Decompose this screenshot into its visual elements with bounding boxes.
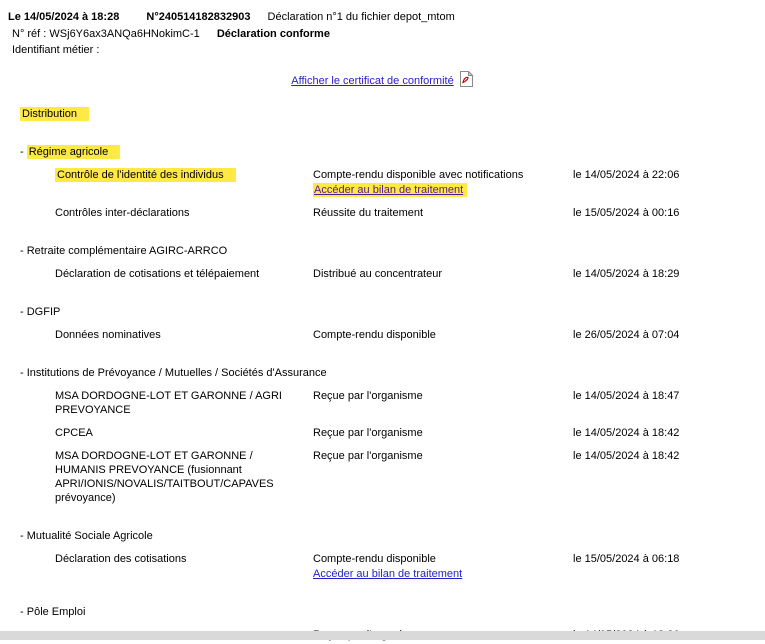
row-status: Compte-rendu disponible avec notifications bbox=[313, 169, 524, 181]
treatment-report-link[interactable]: Accéder au bilan de traitement bbox=[313, 568, 463, 580]
row-name-cell bbox=[55, 168, 295, 182]
row-status: Distribué au concentrateur bbox=[313, 268, 443, 280]
row-name-cell bbox=[55, 267, 295, 281]
row-name: CPCEA bbox=[55, 427, 93, 439]
table-row bbox=[0, 267, 765, 281]
row-date: le 15/05/2024 à 06:18 bbox=[573, 553, 680, 565]
table-row bbox=[0, 449, 765, 505]
table-row bbox=[0, 328, 765, 342]
table-row bbox=[0, 168, 765, 197]
row-name: Déclaration des cotisations bbox=[55, 553, 187, 565]
row-date: le 14/05/2024 à 18:42 bbox=[573, 427, 680, 439]
row-link-line bbox=[313, 567, 555, 581]
section-line bbox=[20, 145, 765, 159]
table-row bbox=[0, 552, 765, 581]
section-dash: - bbox=[20, 606, 27, 618]
section-dash: - bbox=[20, 245, 27, 257]
row-date: le 14/05/2024 à 18:42 bbox=[573, 450, 680, 462]
row-status: Reçue par l'organisme bbox=[313, 450, 423, 462]
row-name: Données nominatives bbox=[55, 329, 161, 341]
row-status: Reçue par l'organisme bbox=[313, 427, 423, 439]
section bbox=[0, 107, 765, 121]
section bbox=[0, 244, 765, 281]
section-dash: - bbox=[20, 530, 27, 542]
row-link-line bbox=[313, 183, 555, 197]
distribution-sections bbox=[0, 107, 765, 642]
section-title: Régime agricole bbox=[27, 145, 120, 159]
row-name: MSA DORDOGNE-LOT ET GARONNE / HUMANIS PREVOYANCE (fusionnant APRI/IONIS/NOVALIS/TAITBOUT/CAPAVES prévoyance) bbox=[55, 450, 274, 504]
section-rows bbox=[0, 389, 765, 505]
row-status-cell bbox=[313, 389, 555, 403]
section-rows bbox=[0, 168, 765, 220]
row-status-cell bbox=[313, 206, 555, 220]
certificate-link[interactable]: Afficher le certificat de conformité bbox=[291, 75, 454, 87]
row-name-cell bbox=[55, 552, 295, 566]
business-id-label: Identifiant métier : bbox=[12, 44, 100, 56]
declaration-header bbox=[0, 0, 765, 57]
section-title: Institutions de Prévoyance / Mutuelles / Sociétés d'Assurance bbox=[26, 367, 327, 379]
row-status-cell bbox=[313, 168, 555, 197]
conformity-status: Déclaration conforme bbox=[216, 28, 330, 40]
row-status-cell bbox=[313, 449, 555, 463]
row-name-cell bbox=[55, 449, 295, 505]
section-line bbox=[20, 305, 765, 319]
declaration-ref: N° réf : WSj6Y6ax3ANQa6HNokimC-1 bbox=[12, 28, 200, 40]
header-line-3 bbox=[12, 43, 765, 57]
pdf-icon[interactable] bbox=[459, 71, 474, 91]
table-row bbox=[0, 206, 765, 220]
row-name: Déclaration de cotisations et télépaiement bbox=[55, 268, 260, 280]
header-line-1 bbox=[8, 10, 765, 24]
section-title: Distribution bbox=[20, 107, 89, 121]
row-name-cell bbox=[55, 426, 295, 440]
row-date: le 26/05/2024 à 07:04 bbox=[573, 329, 680, 341]
treatment-report-link[interactable]: Accéder au bilan de traitement bbox=[313, 183, 467, 197]
section-line bbox=[20, 244, 765, 258]
section-dash: - bbox=[20, 146, 27, 158]
row-name-cell bbox=[55, 389, 295, 417]
row-name: MSA DORDOGNE-LOT ET GARONNE / AGRI PREVOYANCE bbox=[55, 390, 282, 416]
section bbox=[0, 145, 765, 220]
declaration-datetime: Le 14/05/2024 à 18:28 bbox=[8, 11, 120, 23]
row-status-cell bbox=[313, 328, 555, 342]
declaration-file-label: Déclaration n°1 du fichier depot_mtom bbox=[267, 11, 455, 23]
row-name: Contrôle de l'identité des individus bbox=[55, 168, 236, 182]
section-dash: - bbox=[20, 367, 27, 379]
section bbox=[0, 305, 765, 342]
row-status-cell bbox=[313, 267, 555, 281]
row-date: le 15/05/2024 à 00:16 bbox=[573, 207, 680, 219]
row-status: Réussite du traitement bbox=[313, 207, 424, 219]
section-rows bbox=[0, 328, 765, 342]
section-rows bbox=[0, 267, 765, 281]
section-title: Mutualité Sociale Agricole bbox=[26, 530, 153, 542]
row-status-cell bbox=[313, 552, 555, 581]
table-row bbox=[0, 389, 765, 417]
row-date: le 14/05/2024 à 22:06 bbox=[573, 169, 680, 181]
row-name-cell bbox=[55, 206, 295, 220]
section-line bbox=[20, 366, 765, 380]
section-dash: - bbox=[20, 306, 27, 318]
declaration-number: N°240514182832903 bbox=[146, 11, 251, 23]
section-line bbox=[20, 107, 765, 121]
row-status: Compte-rendu disponible bbox=[313, 553, 436, 565]
row-status: Compte-rendu disponible bbox=[313, 329, 436, 341]
horizontal-scrollbar[interactable] bbox=[0, 631, 765, 640]
row-date: le 14/05/2024 à 18:29 bbox=[573, 268, 680, 280]
section-title: DGFIP bbox=[26, 306, 61, 318]
row-name: Contrôles inter-déclarations bbox=[55, 207, 190, 219]
row-status-cell bbox=[313, 426, 555, 440]
table-row bbox=[0, 426, 765, 440]
row-status: Reçue par l'organisme bbox=[313, 390, 423, 402]
certificate-row bbox=[0, 71, 765, 91]
section-line bbox=[20, 605, 765, 619]
row-date: le 14/05/2024 à 18:47 bbox=[573, 390, 680, 402]
header-line-2 bbox=[12, 27, 765, 41]
section bbox=[0, 366, 765, 505]
section-rows bbox=[0, 552, 765, 581]
section bbox=[0, 529, 765, 581]
section-title: Retraite complémentaire AGIRC-ARRCO bbox=[26, 245, 228, 257]
row-name-cell bbox=[55, 328, 295, 342]
section-line bbox=[20, 529, 765, 543]
section-title: Pôle Emploi bbox=[26, 606, 86, 618]
